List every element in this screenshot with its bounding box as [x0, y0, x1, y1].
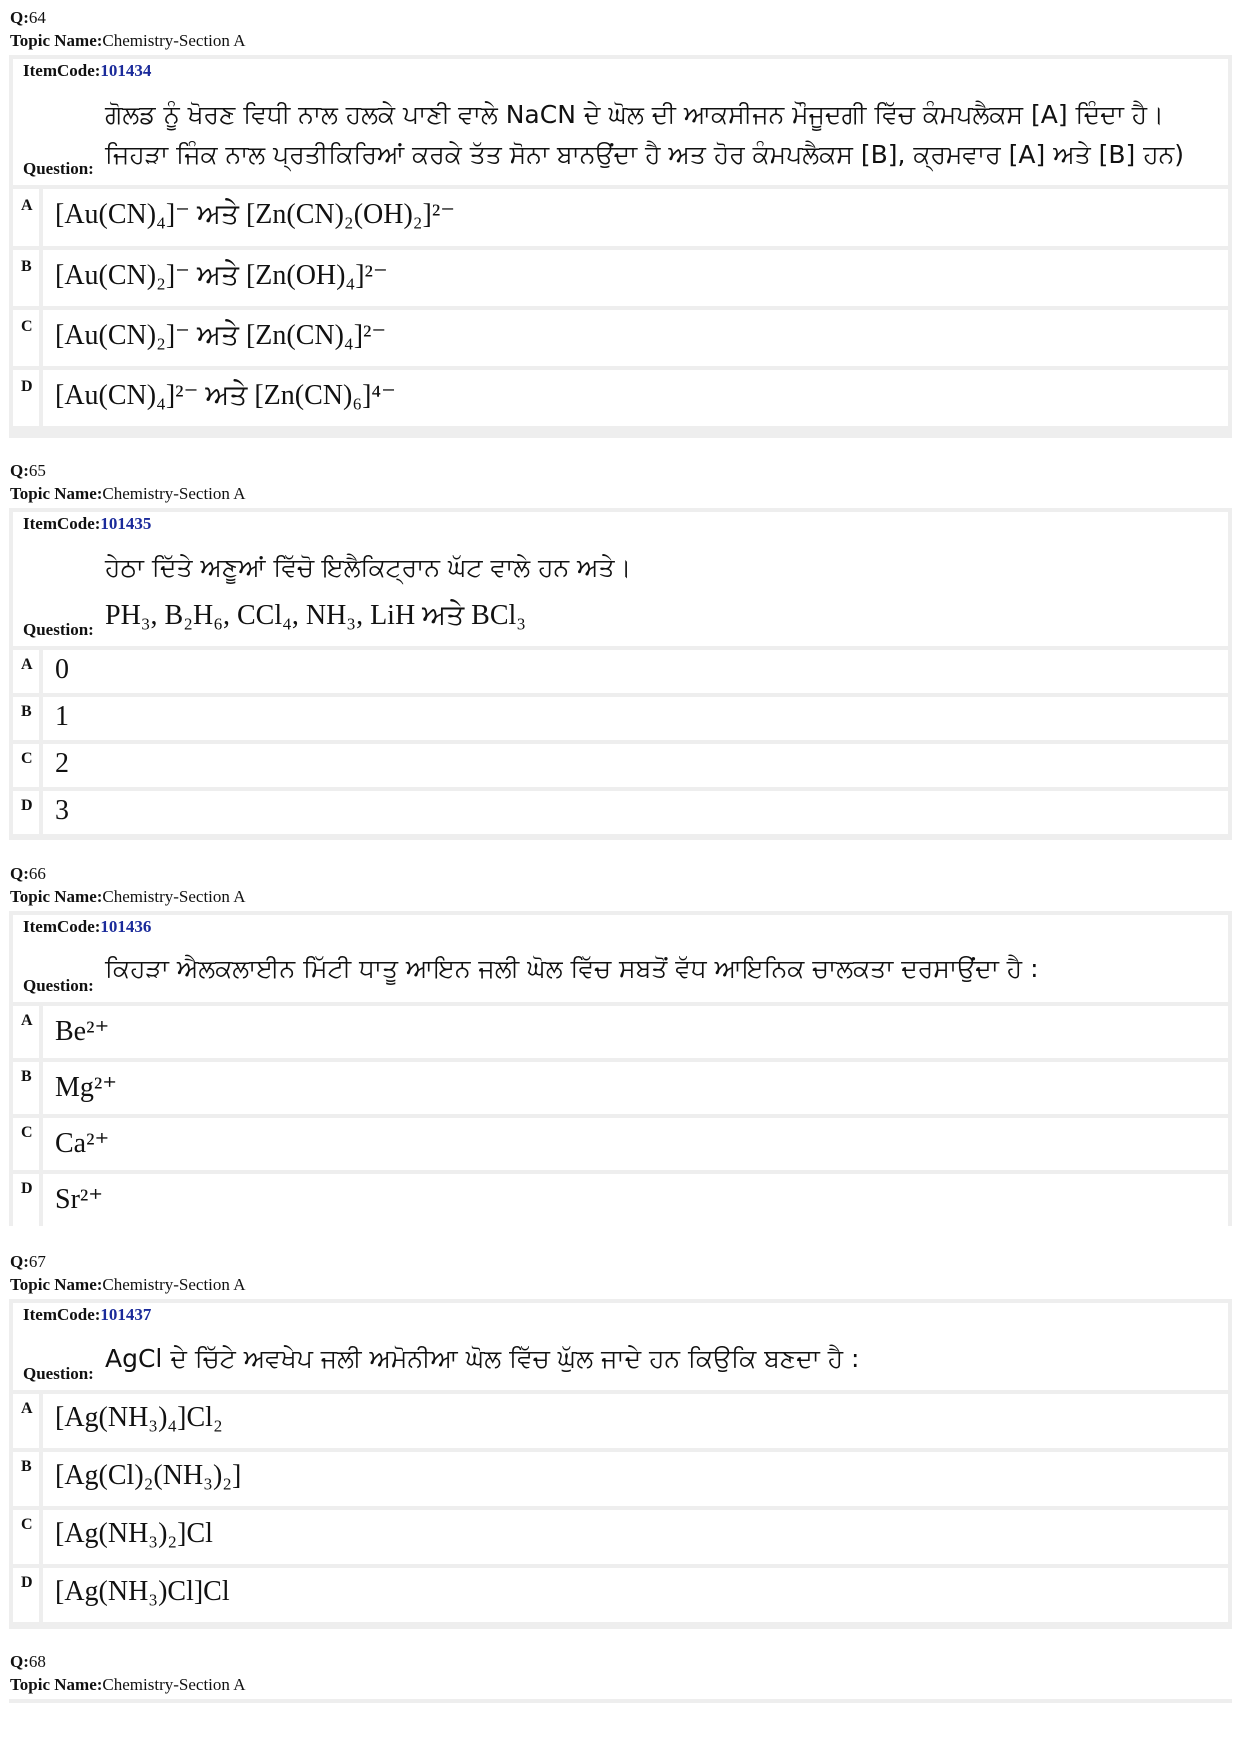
option-text: [Au(CN)₄]²⁻ ਅਤੇ [Zn(CN)₆]⁴⁻	[55, 380, 396, 411]
option-text: [Au(CN)₂]⁻ ਅਤੇ [Zn(OH)₄]²⁻	[55, 260, 388, 291]
option-letter: D	[13, 1174, 43, 1226]
question-cell	[13, 512, 1228, 646]
option-letter: A	[13, 1006, 43, 1058]
option-row[interactable]	[13, 189, 1228, 246]
option-text: Mg²⁺	[55, 1072, 118, 1103]
option-letter: C	[13, 1510, 43, 1564]
question-box	[9, 55, 1232, 438]
option-text: 3	[55, 795, 69, 826]
option-letter: D	[13, 370, 43, 426]
option-text: Ca²⁺	[55, 1128, 110, 1159]
option-letter: C	[13, 744, 43, 787]
topic-name: Topic Name:Chemistry-Section A	[10, 484, 246, 503]
option-text: [Ag(NH₃)₂]Cl	[55, 1518, 213, 1549]
question-label: Question:	[23, 159, 94, 178]
question-label: Question:	[23, 976, 94, 995]
option-text: [Ag(Cl)₂(NH₃)₂]	[55, 1460, 242, 1491]
option-text: 2	[55, 748, 69, 779]
option-row[interactable]	[13, 1118, 1228, 1170]
option-row[interactable]	[13, 1452, 1228, 1506]
question-text-line: ਕਿਹੜਾ ਐਲਕਲਾਈਨ ਮਿੱਟੀ ਧਾਤੂ ਆਇਨ ਜਲੀ ਘੋਲ ਵਿੱਚ ਸਬਤੋਂ ਵੱਧ ਆਇਨਿਕ ਚਾਲਕਤਾ ਦਰਸਾਉਂਦਾ ਹੈ :	[105, 954, 1039, 983]
option-row[interactable]	[13, 1568, 1228, 1622]
option-letter: B	[13, 697, 43, 740]
item-code: ItemCode:101436	[23, 917, 152, 936]
item-code: ItemCode:101435	[23, 514, 152, 533]
option-text: 0	[55, 654, 69, 685]
option-letter: D	[13, 791, 43, 834]
option-text: [Ag(NH₃)₄]Cl₂	[55, 1402, 223, 1433]
item-code: ItemCode:101437	[23, 1305, 152, 1324]
topic-name: Topic Name:Chemistry-Section A	[10, 1275, 246, 1294]
option-letter: C	[13, 1118, 43, 1170]
option-letter: A	[13, 650, 43, 693]
question-number: Q:64	[10, 8, 46, 27]
question-text-line: ਜਿਹੜਾ ਜਿੰਕ ਨਾਲ ਪ੍ਰਤੀਕਿਰਿਆਂ ਕਰਕੇ ਤੱਤ ਸੋਨਾ ਬਾਨਉਂਦਾ ਹੈ ਅਤ ਹੋਰ ਕੰਮਪਲੈਕਸ [B], ਕ੍ਰਮਵਾਰ [A] ਅਤੇ [B] ਹਨ)	[105, 140, 1184, 169]
option-text: Sr²⁺	[55, 1184, 104, 1215]
option-letter: C	[13, 310, 43, 366]
question-box	[9, 911, 1232, 1226]
question-number: Q:65	[10, 461, 46, 480]
question-number: Q:66	[10, 864, 46, 883]
topic-name: Topic Name:Chemistry-Section A	[10, 887, 246, 906]
option-text: 1	[55, 701, 69, 732]
option-row[interactable]	[13, 1510, 1228, 1564]
question-box	[9, 508, 1232, 840]
option-text: [Ag(NH₃)Cl]Cl	[55, 1576, 230, 1607]
option-row[interactable]	[13, 1174, 1228, 1226]
option-row[interactable]	[13, 697, 1228, 740]
option-letter: A	[13, 1394, 43, 1448]
option-row[interactable]	[13, 310, 1228, 366]
option-text: [Au(CN)₂]⁻ ਅਤੇ [Zn(CN)₄]²⁻	[55, 320, 387, 351]
option-row[interactable]	[13, 1062, 1228, 1114]
question-text-line: AgCl ਦੇ ਚਿੱਟੇ ਅਵਖੇਪ ਜਲੀ ਅਮੋਨੀਆ ਘੋਲ ਵਿੱਚ ਘੁੱਲ ਜਾਦੇ ਹਨ ਕਿਉਕਿ ਬਣਦਾ ਹੈ :	[105, 1344, 860, 1373]
option-row[interactable]	[13, 370, 1228, 426]
option-text: Be²⁺	[55, 1016, 110, 1047]
question-text-line: ਹੇਠਾ ਦਿੱਤੇ ਅਣੂਆਂ ਵਿੱਚੋ ਇਲੈਕਿਟ੍ਰਾਨ ਘੱਟ ਵਾਲੇ ਹਨ ਅਤੇ।	[105, 553, 632, 582]
question-number: Q:67	[10, 1252, 46, 1271]
option-row[interactable]	[13, 791, 1228, 834]
topic-name: Topic Name:Chemistry-Section A	[10, 1675, 246, 1694]
option-row[interactable]	[13, 650, 1228, 693]
question-box	[9, 1299, 1232, 1629]
question-cell	[13, 1303, 1228, 1390]
item-code: ItemCode:101434	[23, 61, 152, 80]
question-text-line: PH₃, B₂H₆, CCl₄, NH₃, LiH ਅਤੇ BCl₃	[105, 600, 527, 631]
topic-name: Topic Name:Chemistry-Section A	[10, 31, 246, 50]
question-text-line: ਗੋਲਡ ਨੂੰ ਖੋਰਣ ਵਿਧੀ ਨਾਲ ਹਲਕੇ ਪਾਣੀ ਵਾਲੇ NaCN ਦੇ ਘੋਲ ਦੀ ਆਕਸੀਜਨ ਮੌਜੂਦਗੀ ਵਿੱਚ ਕੰਮਪਲੈਕਸ [A] ਦਿੰਦਾ ਹੈ।	[105, 100, 1165, 129]
option-letter: B	[13, 1452, 43, 1506]
option-text: [Au(CN)₄]⁻ ਅਤੇ [Zn(CN)₂(OH)₂]²⁻	[55, 199, 456, 230]
question-cell	[13, 915, 1228, 1002]
option-row[interactable]	[13, 1394, 1228, 1448]
question-label: Question:	[23, 620, 94, 639]
option-letter: B	[13, 1062, 43, 1114]
section-divider	[9, 1699, 1232, 1703]
question-number: Q:68	[10, 1652, 46, 1671]
option-row[interactable]	[13, 744, 1228, 787]
option-letter: D	[13, 1568, 43, 1622]
option-letter: A	[13, 189, 43, 246]
question-cell	[13, 59, 1228, 185]
option-letter: B	[13, 250, 43, 306]
option-row[interactable]	[13, 250, 1228, 306]
option-row[interactable]	[13, 1006, 1228, 1058]
question-label: Question:	[23, 1364, 94, 1383]
